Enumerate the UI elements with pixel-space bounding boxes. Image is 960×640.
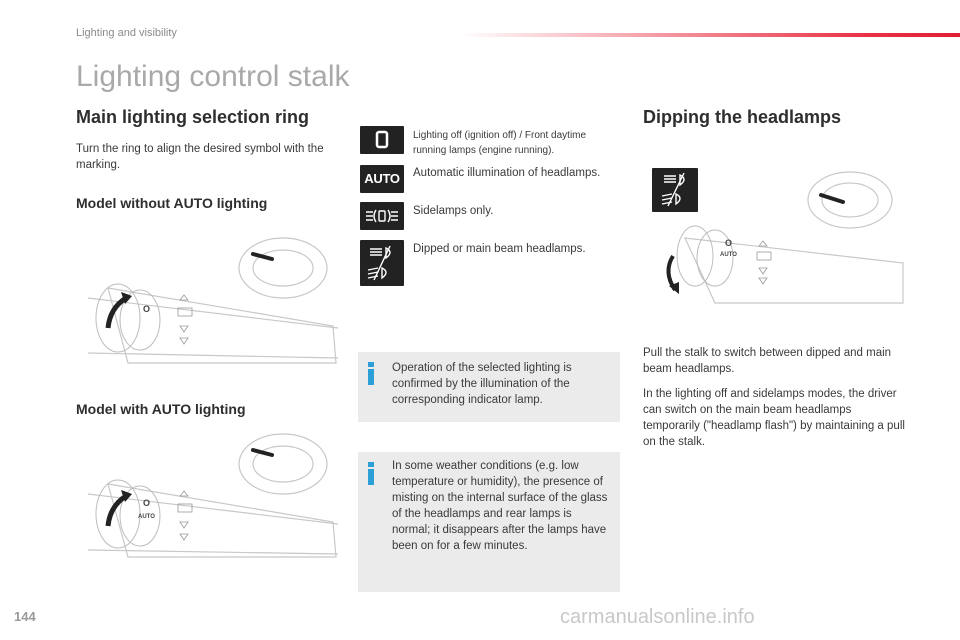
dipped-main-beam-icon bbox=[360, 240, 404, 286]
model-without-auto-heading: Model without AUTO lighting bbox=[76, 195, 268, 211]
dipping-paragraph-2: In the lighting off and sidelamps modes, the driver can switch on the main beam headlamps temporarily ("headlamp flash") by maintaining a pull on the stalk. bbox=[643, 388, 905, 448]
stalk-illustration-with-auto bbox=[88, 422, 348, 557]
legend-text-auto: Automatic illumination of headlamps. bbox=[413, 167, 601, 179]
sidelamps-icon bbox=[360, 202, 404, 230]
stalk-off-label: O bbox=[143, 304, 151, 314]
lighting-off-icon bbox=[360, 126, 404, 154]
model-with-auto-heading: Model with AUTO lighting bbox=[76, 401, 246, 417]
watermark: carmanualsonline.info bbox=[560, 606, 755, 628]
stalk-off-label-2: O bbox=[143, 498, 151, 508]
stalk-off-label-3: O bbox=[725, 238, 733, 248]
info-box-indicator bbox=[358, 352, 620, 422]
auto-icon-label: AUTO bbox=[364, 171, 400, 186]
page-number: 144 bbox=[14, 609, 36, 624]
legend-text-sidelamps: Sidelamps only. bbox=[413, 205, 494, 217]
info-note-indicator: Operation of the selected lighting is confirmed by the illumination of the corresponding indicator lamp. bbox=[392, 362, 572, 406]
header-accent-bar bbox=[460, 33, 960, 37]
auto-icon bbox=[360, 165, 404, 193]
main-lighting-intro: Turn the ring to align the desired symbol with the marking. bbox=[76, 143, 324, 171]
page-title: Lighting control stalk bbox=[76, 60, 350, 93]
legend-text-off: Lighting off (ignition off) / Front daytime running lamps (engine running). bbox=[413, 130, 587, 156]
stalk-auto-label-2: AUTO bbox=[720, 252, 737, 258]
info-box-misting bbox=[358, 452, 620, 592]
info-note-misting: In some weather conditions (e.g. low temperature or humidity), the presence of misting on the internal surface of the glass of the headlamps and rear lamps is normal; it disappears after the lamps have been on for a few minutes. bbox=[392, 460, 608, 552]
main-lighting-heading: Main lighting selection ring bbox=[76, 107, 310, 127]
stalk-auto-label: AUTO bbox=[138, 514, 155, 520]
legend-text-dipped: Dipped or main beam headlamps. bbox=[413, 243, 586, 255]
section-label: Lighting and visibility bbox=[76, 27, 177, 39]
stalk-illustration-dipping bbox=[655, 168, 905, 303]
dipping-paragraph-1: Pull the stalk to switch between dipped and main beam headlamps. bbox=[643, 347, 892, 375]
dipping-heading: Dipping the headlamps bbox=[643, 107, 842, 127]
stalk-illustration-without-auto bbox=[88, 228, 348, 363]
info-icon bbox=[368, 462, 374, 485]
info-icon bbox=[368, 362, 374, 385]
